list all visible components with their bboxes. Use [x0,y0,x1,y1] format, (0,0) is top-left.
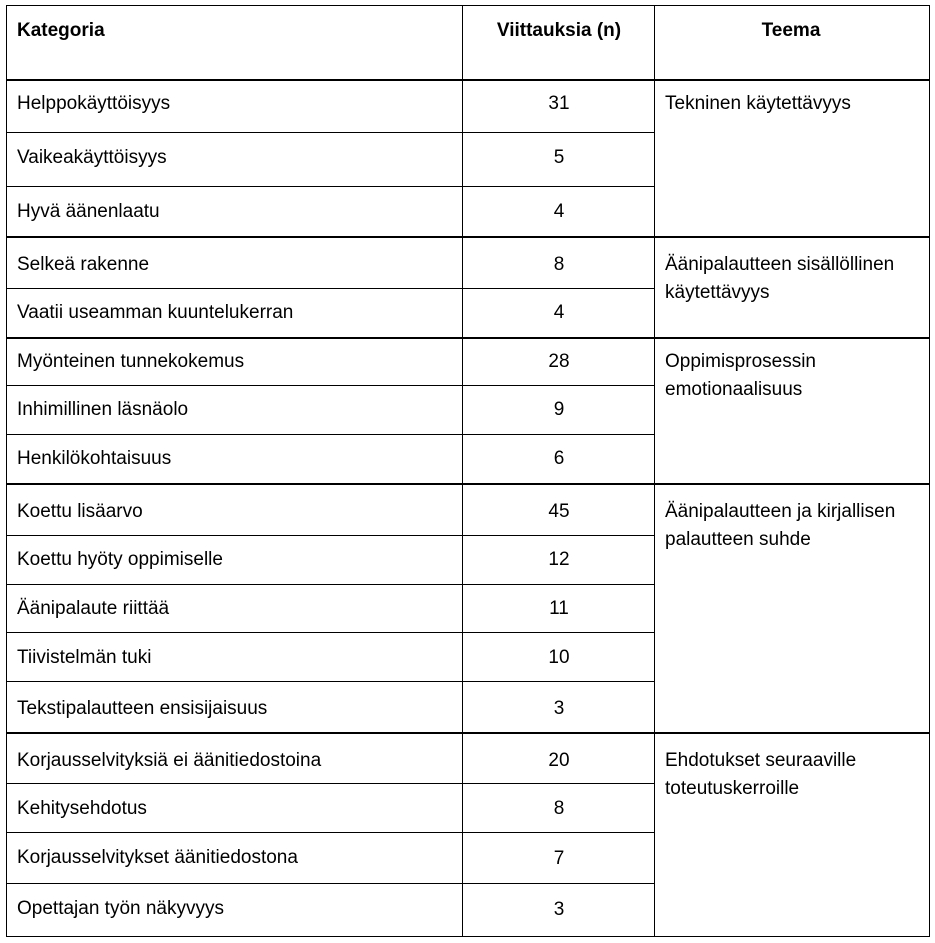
category-cell: Hyvä äänenlaatu [17,201,160,222]
row-divider [6,385,655,386]
row-divider [6,535,655,536]
category-cell: Inhimillinen läsnäolo [17,399,189,420]
category-cell: Korjausselvitykset äänitiedostona [17,847,298,868]
count-cell: 3 [553,899,565,920]
row-divider [6,584,655,585]
column-divider [462,5,463,937]
category-cell: Tekstipalautteen ensisijaisuus [17,698,268,719]
theme-cell: Oppimisprosessin emotionaalisuus [665,351,816,400]
count-cell: 7 [553,848,565,869]
data-table [6,5,930,937]
row-divider [6,132,655,133]
count-cell: 31 [548,93,570,114]
category-cell: Tiivistelmän tuki [17,647,152,668]
category-cell: Koettu hyöty oppimiselle [17,549,223,570]
header-theme: Teema [761,20,821,41]
table-border-top [6,5,930,6]
category-cell: Kehitysehdotus [17,798,147,819]
count-cell: 6 [553,448,565,469]
category-cell: Vaikeakäyttöisyys [17,147,167,168]
count-cell: 12 [548,549,570,570]
theme-cell: Tekninen käytettävyys [665,93,851,114]
count-cell: 3 [553,698,565,719]
row-divider [6,681,655,682]
header-category: Kategoria [17,20,105,41]
count-cell: 10 [548,647,570,668]
header-count: Viittauksia (n) [496,20,622,41]
category-cell: Äänipalaute riittää [17,598,170,619]
count-cell: 5 [553,147,565,168]
category-cell: Vaatii useamman kuuntelukerran [17,302,294,323]
row-divider [6,883,655,884]
category-cell: Koettu lisäarvo [17,501,143,522]
count-cell: 8 [553,254,565,275]
group-divider [6,337,930,339]
group-divider [6,732,930,734]
category-cell: Helppokäyttöisyys [17,93,171,114]
group-divider [6,483,930,485]
row-divider [6,632,655,633]
count-cell: 4 [553,201,565,222]
column-divider [654,5,655,937]
category-cell: Opettajan työn näkyvyys [17,898,224,919]
row-divider [6,288,655,289]
table-border-left [6,5,7,937]
category-cell: Henkilökohtaisuus [17,448,172,469]
count-cell: 4 [553,302,565,323]
count-cell: 8 [553,798,565,819]
row-divider [6,832,655,833]
row-divider [6,434,655,435]
table-border-right [929,5,930,937]
row-divider [6,186,655,187]
count-cell: 11 [549,598,569,619]
theme-cell: Äänipalautteen ja kirjallisen palautteen suhde [665,501,896,550]
category-cell: Korjausselvityksiä ei äänitiedostoina [17,750,322,771]
theme-cell: Äänipalautteen sisällöllinen käytettävyys [665,254,895,303]
category-cell: Selkeä rakenne [17,254,150,275]
count-cell: 45 [548,501,570,522]
group-divider [6,236,930,238]
count-cell: 20 [548,750,570,771]
count-cell: 9 [553,399,565,420]
category-cell: Myönteinen tunnekokemus [17,351,245,372]
row-divider [6,783,655,784]
theme-cell: Ehdotukset seuraaville toteutuskerroille [665,750,857,799]
table-border-bottom [6,936,930,937]
count-cell: 28 [548,351,570,372]
header-divider [6,79,930,81]
